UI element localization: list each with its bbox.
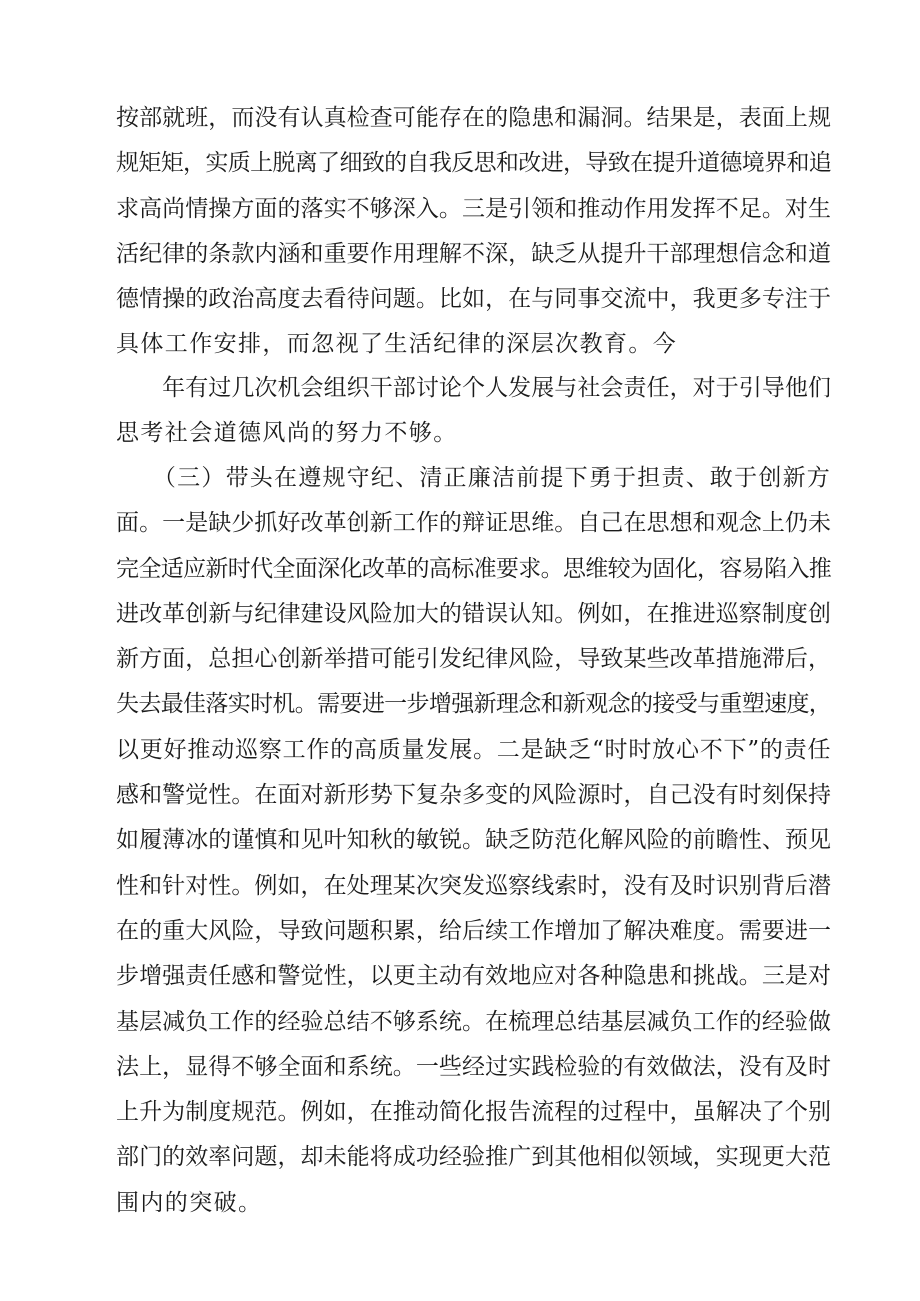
paragraph-line: 感和警觉性。在面对新形势下复杂多变的风险源时，自己没有时刻保持 <box>116 782 831 809</box>
paragraph-line: 失去最佳落实时机。需要进一步增强新理念和新观念的接受与重塑速度， <box>116 691 831 718</box>
paragraph-line: 性和针对性。例如，在处理某次突发巡察线索时，没有及时识别背后潜 <box>116 872 831 899</box>
paragraph-line: 完全适应新时代全面深化改革的高标准要求。思维较为固化，容易陷入推 <box>116 555 831 582</box>
paragraph-line: 如履薄冰的谨慎和见叶知秋的敏锐。缺乏防范化解风险的前瞻性、预见 <box>116 827 831 854</box>
paragraph-line: 围内的突破。 <box>116 1189 263 1216</box>
paragraph-line: 步增强责任感和警觉性，以更主动有效地应对各种隐患和挑战。三是对 <box>116 963 831 990</box>
paragraph-line: 年有过几次机会组织干部讨论个人发展与社会责任，对于引导他们 <box>116 375 831 401</box>
paragraph-line: （三）带头在遵规守纪、清正廉洁前提下勇于担责、敢于创新方 <box>116 465 831 491</box>
paragraph-line: 德情操的政治高度去看待问题。比如，在与同事交流中，我更多专注于 <box>116 286 831 313</box>
paragraph-line: 基层减负工作的经验总结不够系统。在梳理总结基层减负工作的经验做 <box>116 1008 831 1035</box>
paragraph-line: 求高尚情操方面的落实不够深入。三是引领和推动作用发挥不足。对生 <box>116 195 831 222</box>
paragraph-line: 活纪律的条款内涵和重要作用理解不深，缺乏从提升干部理想信念和道 <box>116 240 831 267</box>
paragraph-line: 面。一是缺少抓好改革创新工作的辩证思维。自己在思想和观念上仍未 <box>116 510 831 537</box>
paragraph-3 <box>116 456 831 1226</box>
paragraph-line: 部门的效率问题，却未能将成功经验推广到其他相似领域，实现更大范 <box>116 1144 831 1171</box>
paragraph-line: 思考社会道德风尚的努力不够。 <box>116 420 458 447</box>
paragraph-line: 在的重大风险，导致问题积累，给后续工作增加了解决难度。需要进一 <box>116 917 831 944</box>
paragraph-line: 进改革创新与纪律建设风险加大的错误认知。例如，在推进巡察制度创 <box>116 600 831 627</box>
paragraph-line: 上升为制度规范。例如，在推动简化报告流程的过程中，虽解决了个别 <box>116 1099 831 1126</box>
paragraph-1 <box>116 96 831 368</box>
paragraph-line: 按部就班，而没有认真检查可能存在的隐患和漏洞。结果是，表面上规 <box>116 105 831 131</box>
paragraph-line: 规矩矩，实质上脱离了细致的自我反思和改进，导致在提升道德境界和追 <box>116 150 831 177</box>
paragraph-line: 新方面，总担心创新举措可能引发纪律风险，导致某些改革措施滞后， <box>116 646 831 673</box>
paragraph-line: 法上，显得不够全面和系统。一些经过实践检验的有效做法，没有及时 <box>116 1053 831 1080</box>
paragraph-line: 具体工作安排，而忽视了生活纪律的深层次教育。今 <box>116 331 678 358</box>
paragraph-2 <box>116 366 831 457</box>
paragraph-line: 以更好推动巡察工作的高质量发展。二是缺乏“时时放心不下”的责任 <box>116 736 832 763</box>
